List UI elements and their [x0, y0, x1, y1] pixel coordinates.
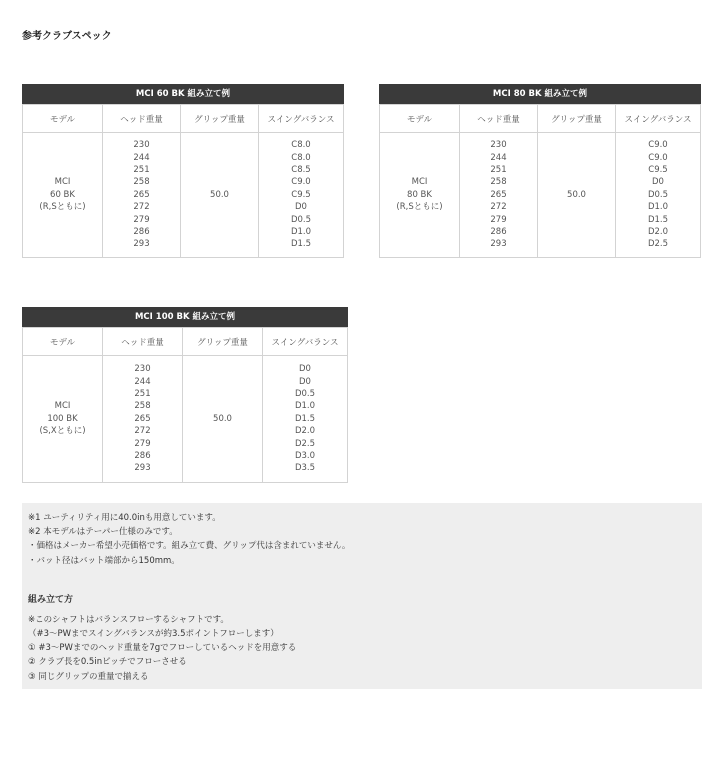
header-head-weight: ヘッド重量 — [103, 328, 183, 356]
spec-table-mci-100 — [22, 307, 348, 483]
note-line: ※2 本モデルはテーパー仕様のみです。 — [28, 527, 178, 538]
table-caption: MCI 100 BK 組み立て例 — [22, 307, 348, 327]
header-swing-balance: スイングバランス — [259, 105, 344, 133]
table-caption: MCI 60 BK 組み立て例 — [22, 84, 344, 104]
notes-box — [22, 503, 702, 689]
method-line: ① #3〜PWまでのヘッド重量を7gでフローしているヘッドを用意する — [28, 643, 297, 654]
table-caption: MCI 80 BK 組み立て例 — [379, 84, 701, 104]
header-model: モデル — [23, 328, 103, 356]
header-model: モデル — [23, 105, 103, 133]
header-grip-weight: グリップ重量 — [181, 105, 259, 133]
header-swing-balance: スイングバランス — [263, 328, 348, 356]
model-cell: MCI 60 BK (R,Sともに) — [23, 133, 103, 258]
head-weight-cell: 230 244 251 258 265 272 279 286 293 — [460, 133, 538, 258]
method-line: （#3〜PWまでスイングバランスが約3.5ポイントフローします） — [28, 629, 279, 640]
method-line: ② クラブ長を0.5inピッチでフローさせる — [28, 657, 187, 668]
grip-weight-cell: 50.0 — [183, 356, 263, 483]
page-title: 参考クラブスペック — [22, 31, 112, 42]
grip-weight-cell: 50.0 — [538, 133, 616, 258]
note-line: ・価格はメーカー希望小売価格です。組み立て費、グリップ代は含まれていません。 — [28, 541, 351, 552]
head-weight-cell: 230 244 251 258 265 272 279 286 293 — [103, 133, 181, 258]
table-row — [23, 356, 348, 483]
header-grip-weight: グリップ重量 — [183, 328, 263, 356]
header-model: モデル — [380, 105, 460, 133]
table-header-row — [23, 328, 348, 356]
model-cell: MCI 80 BK (R,Sともに) — [380, 133, 460, 258]
grip-weight-cell: 50.0 — [181, 133, 259, 258]
table-row — [23, 133, 344, 258]
swing-balance-cell: D0 D0 D0.5 D1.0 D1.5 D2.0 D2.5 D3.0 D3.5 — [263, 356, 348, 483]
note-line: ※1 ユーティリティ用に40.0inも用意しています。 — [28, 513, 221, 523]
header-grip-weight: グリップ重量 — [538, 105, 616, 133]
spec-table-mci-80 — [379, 84, 701, 258]
method-line: ③ 同じグリップの重量で揃える — [28, 671, 149, 682]
table-header-row — [23, 105, 344, 133]
table-row — [380, 133, 701, 258]
model-cell: MCI 100 BK (S,Xともに) — [23, 356, 103, 483]
note-line: ・バット径はバット端部から150mm。 — [28, 555, 180, 566]
spec-table-mci-60 — [22, 84, 344, 258]
head-weight-cell: 230 244 251 258 265 272 279 286 293 — [103, 356, 183, 483]
method-line: ※このシャフトはバランスフローするシャフトです。 — [28, 614, 229, 625]
table-header-row — [380, 105, 701, 133]
header-head-weight: ヘッド重量 — [460, 105, 538, 133]
header-swing-balance: スイングバランス — [616, 105, 701, 133]
header-head-weight: ヘッド重量 — [103, 105, 181, 133]
swing-balance-cell: C9.0 C9.0 C9.5 D0 D0.5 D1.0 D1.5 D2.0 D2.5 — [616, 133, 701, 258]
swing-balance-cell: C8.0 C8.0 C8.5 C9.0 C9.5 D0 D0.5 D1.0 D1.5 — [259, 133, 344, 258]
assembly-heading: 組み立て方 — [28, 594, 74, 605]
